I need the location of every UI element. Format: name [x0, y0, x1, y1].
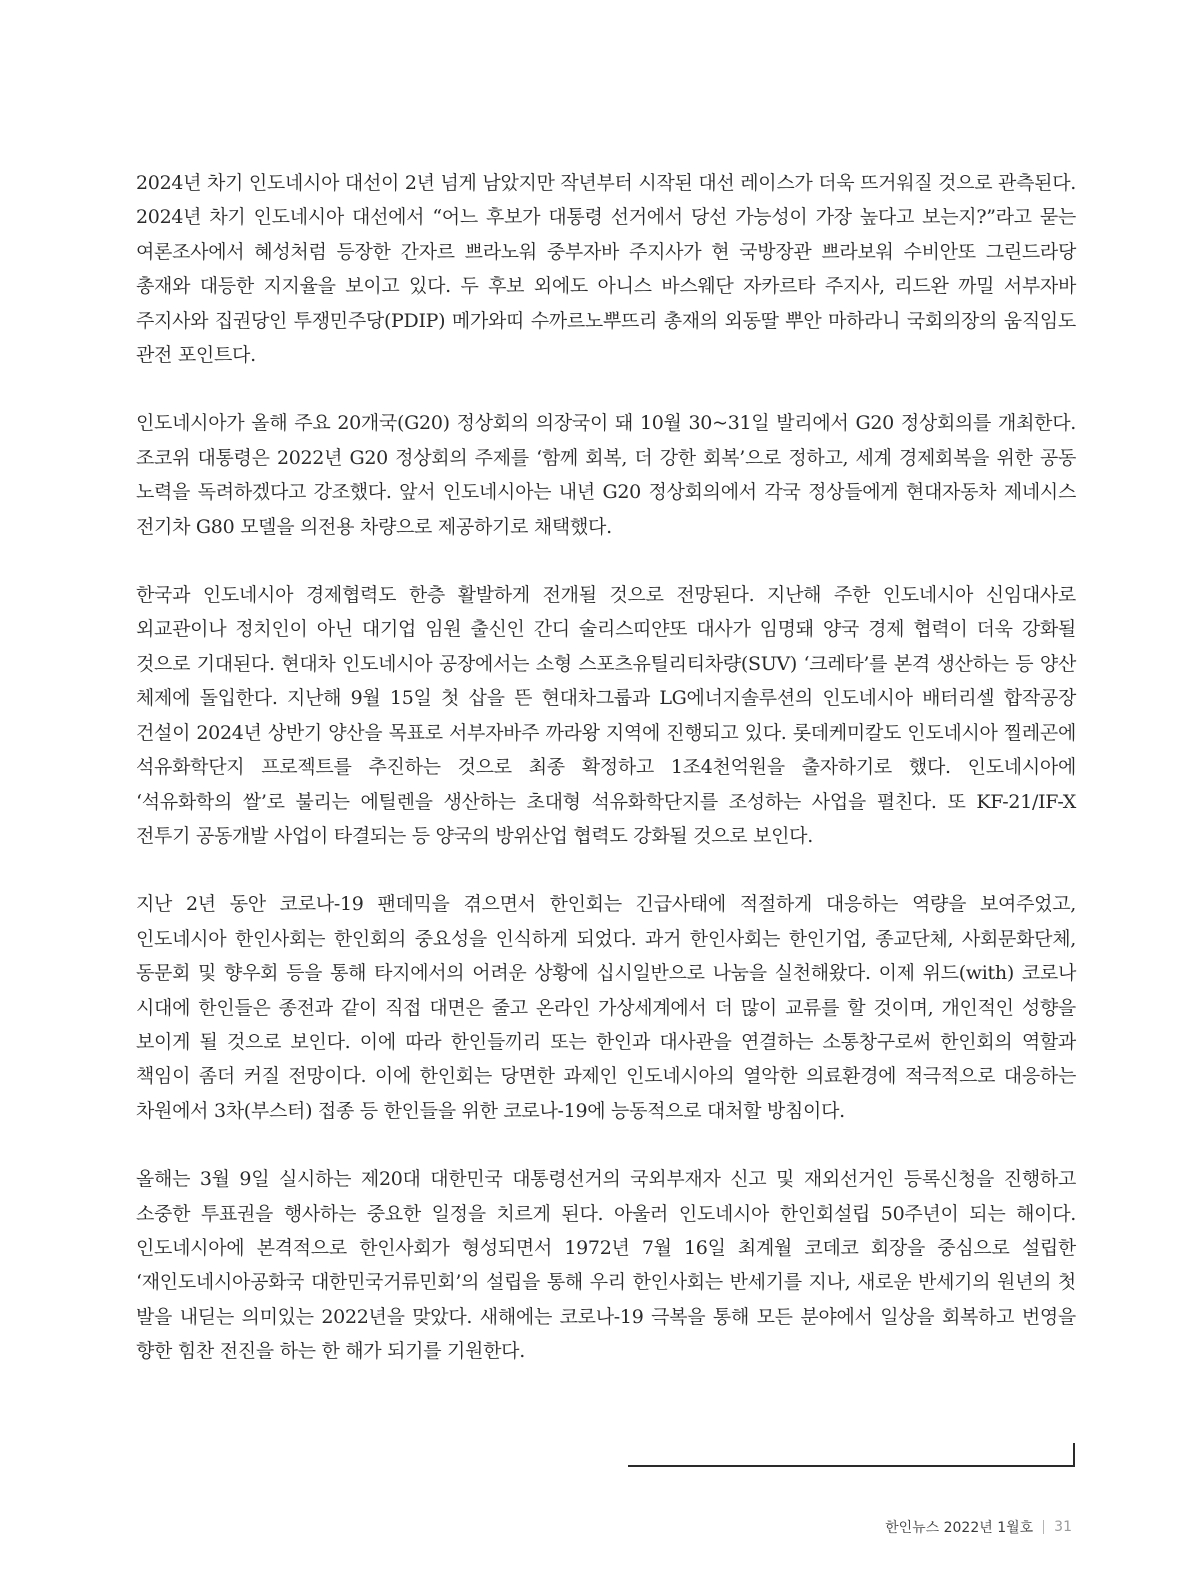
end-rule-vertical: [1073, 1443, 1075, 1467]
article-body: [136, 166, 1076, 1369]
paragraph-1: 2024년 차기 인도네시아 대선이 2년 넘게 남았지만 작년부터 시작된 대선 레이스가 더욱 뜨거워질 것으로 관측된다. 2024년 차기 인도네시아 대선에서 “어느 후보가 대통령 선거에서 당선 가능성이 가장 높다고 보는지?”라고 묻는 여론조사에서 혜성처럼 등장한 간자르 쁘라노워 중부자바 주지사가 현 국방장관 쁘라보워 수비안또 그린드라당 총재와 대등한 지지율을 보이고 있다. 두 후보 외에도 아니스 바스웨단 자카르타 주지사, 리드완 까밀 서부자바 주지사와 집권당인 투쟁민주당(PDIP) 메가와띠 수까르노뿌뜨리 총재의 외동딸 뿌안 마하라니 국회의장의 움직임도 관전 포인트다.: [136, 172, 1076, 367]
paragraph-2: 인도네시아가 올해 주요 20개국(G20) 정상회의 의장국이 돼 10월 30~31일 발리에서 G20 정상회의를 개최한다. 조코위 대통령은 2022년 G20 정상회의 주제를 ‘함께 회복, 더 강한 회복’으로 정하고, 세계 경제회복을 위한 공동 노력을 독려하겠다고 강조했다. 앞서 인도네시아는 내년 G20 정상회의에서 각국 정상들에게 현대자동차 제네시스 전기차 G80 모델을 의전용 차량으로 제공하기로 채택했다.: [136, 412, 1076, 538]
footer-divider: [1043, 1520, 1044, 1534]
paragraph-5: 올해는 3월 9일 실시하는 제20대 대한민국 대통령선거의 국외부재자 신고 및 재외선거인 등록신청을 진행하고 소중한 투표권을 행사하는 중요한 일정을 치르게 된다. 아울러 인도네시아 한인회설립 50주년이 되는 해이다. 인도네시아에 본격적으로 한인사회가 형성되면서 1972년 7월 16일 최계월 코데코 회장을 중심으로 설립한 ‘재인도네시아공화국 대한민국거류민회’의 설립을 통해 우리 한인사회는 반세기를 지나, 새로운 반세기의 원년의 첫 발을 내딛는 의미있는 2022년을 맞았다. 새해에는 코로나-19 극복을 통해 모든 분야에서 일상을 회복하고 번영을 향한 힘찬 전진을 하는 한 해가 되기를 기원한다.: [136, 1168, 1076, 1363]
paragraph-4: 지난 2년 동안 코로나-19 팬데믹을 겪으면서 한인회는 긴급사태에 적절하게 대응하는 역량을 보여주었고, 인도네시아 한인사회는 한인회의 중요성을 인식하게 되었다. 과거 한인사회는 한인기업, 종교단체, 사회문화단체, 동문회 및 향우회 등을 통해 타지에서의 어려운 상황에 십시일반으로 나눔을 실천해왔다. 이제 위드(with) 코로나 시대에 한인들은 종전과 같이 직접 대면은 줄고 온라인 가상세계에서 더 많이 교류를 할 것이며, 개인적인 성향을 보이게 될 것으로 보인다. 이에 따라 한인들끼리 또는 한인과 대사관을 연결하는 소통창구로써 한인회의 역할과 책임이 좀더 커질 전망이다. 이에 한인회는 당면한 과제인 인도네시아의 열악한 의료환경에 적극적으로 대응하는 차원에서 3차(부스터) 접종 등 한인들을 위한 코로나-19에 능동적으로 대처할 방침이다.: [136, 893, 1076, 1122]
paragraph-3: 한국과 인도네시아 경제협력도 한층 활발하게 전개될 것으로 전망된다. 지난해 주한 인도네시아 신임대사로 외교관이나 정치인이 아닌 대기업 임원 출신인 간디 술리스띠얀또 대사가 임명돼 양국 경제 협력이 더욱 강화될 것으로 기대된다. 현대차 인도네시아 공장에서는 소형 스포츠유틸리티차량(SUV) ‘크레타’를 본격 생산하는 등 양산 체제에 돌입한다. 지난해 9월 15일 첫 삽을 뜬 현대차그룹과 LG에너지솔루션의 인도네시아 배터리셀 합작공장 건설이 2024년 상반기 양산을 목표로 서부자바주 까라왕 지역에 진행되고 있다. 롯데케미칼도 인도네시아 찔레곤에 석유화학단지 프로젝트를 추진하는 것으로 최종 확정하고 1조4천억원을 출자하기로 했다. 인도네시아에 ‘석유화학의 쌀’로 불리는 에틸렌을 생산하는 초대형 석유화학단지를 조성하는 사업을 펼친다. 또 KF-21/IF-X 전투기 공동개발 사업이 타결되는 등 양국의 방위산업 협력도 강화될 것으로 보인다.: [136, 584, 1076, 847]
publication-name: 한인뉴스 2022년 1월호: [885, 1520, 1034, 1536]
end-rule-horizontal: [628, 1465, 1075, 1467]
page-footer: [885, 1517, 1072, 1537]
page-number: 31: [1054, 1519, 1072, 1535]
